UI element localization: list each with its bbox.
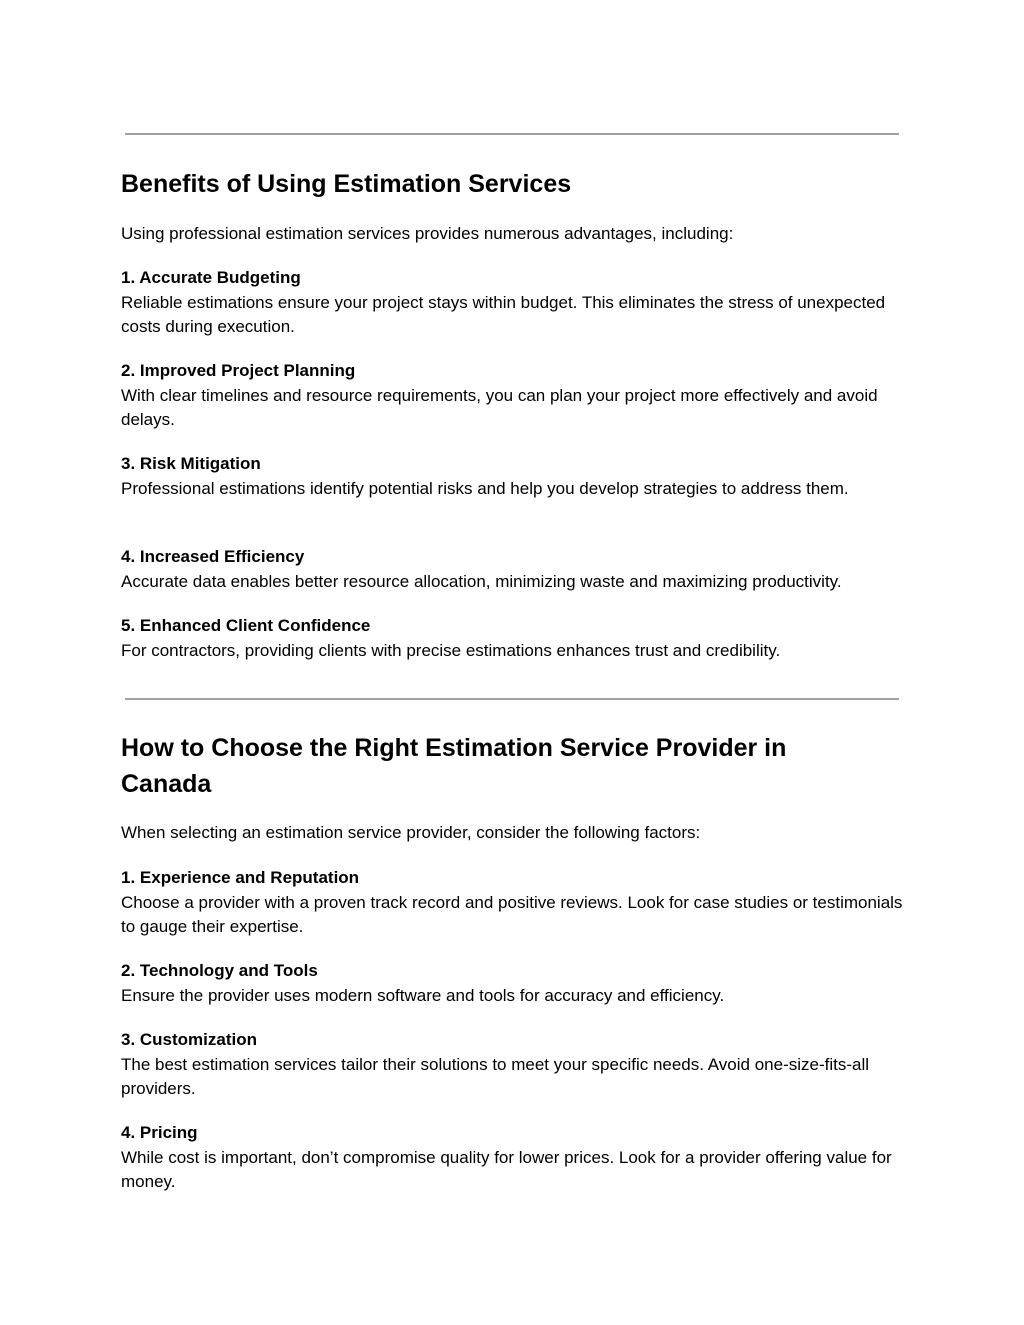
section-intro: When selecting an estimation service provider, consider the following factors: [121, 823, 701, 842]
list-item [121, 1121, 911, 1195]
item-body: Reliable estimations ensure your project stays within budget. This eliminates the stress of unexpected costs during execution. [121, 292, 886, 336]
section-intro: Using professional estimation services provides numerous advantages, including: [121, 224, 734, 243]
section-heading: Benefits of Using Estimation Services [121, 170, 572, 198]
item-title: 1. Experience and Reputation [121, 868, 360, 887]
list-item [121, 545, 911, 594]
section-divider [125, 133, 899, 135]
list-item [121, 959, 911, 1008]
section-divider [125, 698, 899, 700]
item-body: Ensure the provider uses modern software and tools for accuracy and efficiency. [121, 985, 725, 1005]
section-heading: How to Choose the Right Estimation Service Provider in Canada [121, 734, 787, 798]
item-title: 1. Accurate Budgeting [121, 268, 301, 287]
list-item [121, 866, 911, 940]
item-title: 2. Improved Project Planning [121, 361, 356, 380]
item-body: Professional estimations identify potential risks and help you develop strategies to address them. [121, 478, 849, 498]
list-item [121, 614, 911, 663]
list-item [121, 266, 911, 340]
item-body: The best estimation services tailor their solutions to meet your specific needs. Avoid one-size-fits-all providers. [121, 1054, 870, 1098]
item-body: For contractors, providing clients with precise estimations enhances trust and credibility. [121, 640, 781, 660]
item-title: 3. Risk Mitigation [121, 454, 261, 473]
item-body: Choose a provider with a proven track record and positive reviews. Look for case studies or testimonials to gauge their expertise. [121, 892, 903, 936]
item-body: Accurate data enables better resource allocation, minimizing waste and maximizing productivity. [121, 571, 842, 591]
list-item [121, 359, 911, 433]
item-title: 4. Increased Efficiency [121, 547, 305, 566]
list-item [121, 1028, 911, 1102]
item-title: 5. Enhanced Client Confidence [121, 616, 371, 635]
item-title: 4. Pricing [121, 1123, 198, 1142]
item-title: 2. Technology and Tools [121, 961, 318, 980]
item-body: While cost is important, don’t compromise quality for lower prices. Look for a provider offering value for money. [121, 1147, 892, 1191]
list-item [121, 452, 911, 501]
item-body: With clear timelines and resource requirements, you can plan your project more effectively and avoid delays. [121, 385, 878, 429]
item-title: 3. Customization [121, 1030, 258, 1049]
